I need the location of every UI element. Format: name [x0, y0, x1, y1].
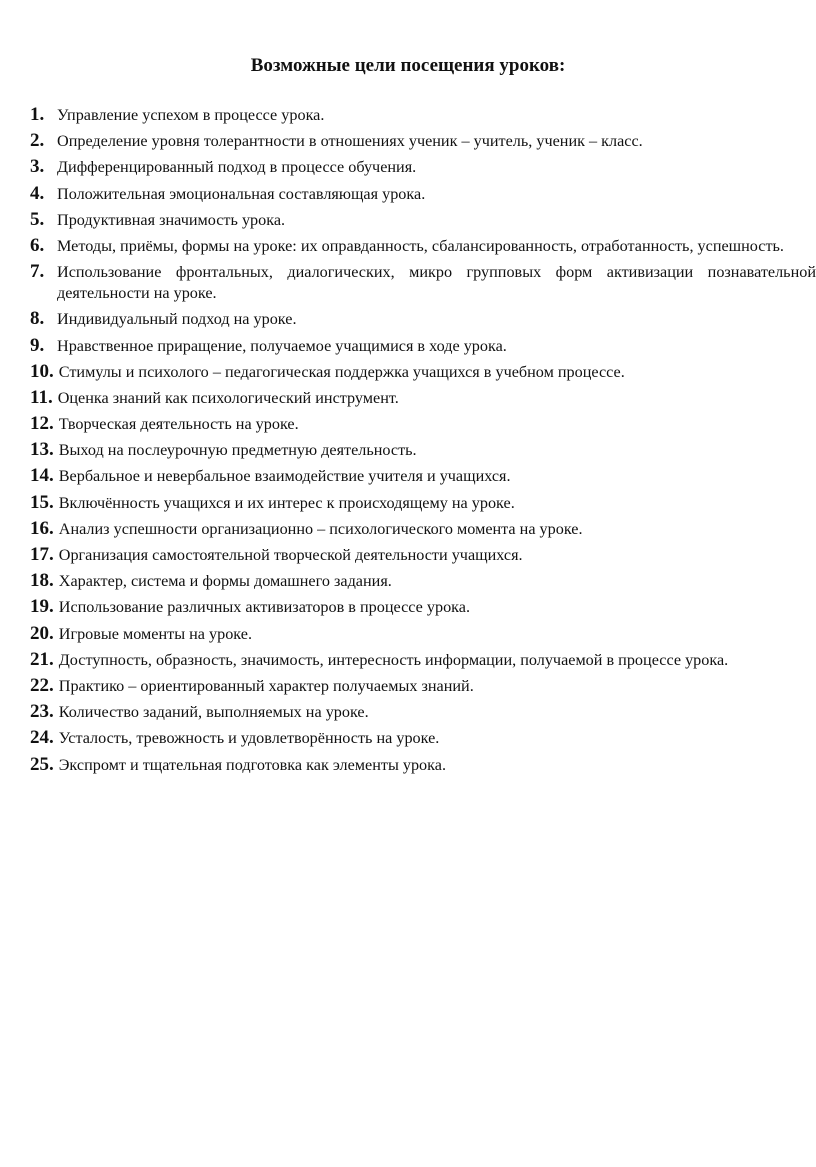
list-item: [30, 156, 816, 178]
item-text: Нравственное приращение, получаемое учащимися в ходе урока.: [57, 336, 507, 355]
list-item: [30, 727, 816, 749]
list-item: [30, 209, 816, 231]
item-text: Анализ успешности организационно – психологического момента на уроке.: [58, 519, 583, 538]
item-number: 16.: [30, 517, 54, 539]
item-text: Включённость учащихся и их интерес к происходящему на уроке.: [58, 493, 515, 512]
list-item: [30, 518, 816, 540]
item-text: Методы, приёмы, формы на уроке: их оправданность, сбалансированность, отработанность, успешность.: [57, 236, 784, 255]
item-number: 21.: [30, 648, 54, 670]
item-text: Усталость, тревожность и удовлетворённость на уроке.: [58, 729, 440, 748]
item-text: Дифференцированный подход в процессе обучения.: [57, 158, 417, 177]
item-number: 20.: [30, 622, 54, 644]
list-item: [30, 235, 816, 257]
item-number: 13.: [30, 439, 54, 461]
item-number: 10.: [30, 360, 54, 382]
item-number: 25.: [30, 753, 54, 775]
list-item: [30, 596, 816, 618]
item-text: Продуктивная значимость урока.: [57, 210, 286, 229]
item-text: Оценка знаний как психологический инструмент.: [57, 388, 399, 407]
item-text: Управление успехом в процессе урока.: [57, 106, 325, 124]
list-item: [30, 413, 816, 435]
list-item: [30, 261, 816, 304]
list-item: [30, 439, 816, 461]
item-number: 9.: [30, 334, 45, 356]
item-number: 14.: [30, 465, 54, 487]
item-text: Экспромт и тщательная подготовка как элементы урока.: [58, 755, 447, 774]
goal-list: [30, 104, 816, 780]
list-item: [30, 183, 816, 205]
list-item: [30, 492, 816, 514]
item-number: 6.: [30, 234, 45, 256]
item-number: 18.: [30, 570, 54, 592]
item-number: 7.: [30, 261, 45, 283]
item-text: Стимулы и психолого – педагогическая поддержка учащихся в учебном процессе.: [58, 362, 625, 381]
document-title: Возможные цели посещения уроков:: [250, 55, 566, 76]
list-item: [30, 104, 816, 126]
item-number: 1.: [30, 104, 45, 125]
item-text: Использование фронтальных, диалогических, микро групповых форм активизации познавательной деятельности на уроке.: [57, 263, 816, 303]
item-text: Творческая деятельность на уроке.: [58, 415, 299, 434]
item-number: 11.: [30, 386, 53, 408]
list-item: [30, 675, 816, 697]
list-item: [30, 387, 816, 409]
item-text: Индивидуальный подход на уроке.: [57, 310, 297, 329]
item-text: Организация самостоятельной творческой деятельности учащихся.: [58, 546, 523, 564]
list-item: [30, 623, 816, 645]
item-number: 12.: [30, 413, 54, 435]
list-item: [30, 335, 816, 357]
item-text: Практико – ориентированный характер получаемых знаний.: [58, 676, 474, 695]
list-item: [30, 701, 816, 723]
item-text: Вербальное и невербальное взаимодействие учителя и учащихся.: [58, 467, 511, 486]
item-number: 23.: [30, 701, 54, 723]
list-item: [30, 570, 816, 592]
list-item: [30, 465, 816, 487]
item-number: 8.: [30, 308, 45, 330]
item-number: 4.: [30, 182, 45, 204]
item-text: Выход на послеурочную предметную деятельность.: [58, 441, 417, 460]
item-number: 5.: [30, 208, 45, 230]
item-text: Характер, система и формы домашнего задания.: [58, 572, 392, 591]
list-item: [30, 130, 816, 152]
item-text: Доступность, образность, значимость, интересность информации, получаемой в процессе урока.: [58, 650, 729, 669]
item-number: 17.: [30, 544, 54, 565]
item-number: 3.: [30, 156, 45, 178]
list-item: [30, 308, 816, 330]
item-text: Количество заданий, выполняемых на уроке.: [58, 703, 369, 722]
item-text: Использование различных активизаторов в процессе урока.: [58, 598, 471, 617]
item-number: 2.: [30, 130, 45, 152]
item-number: 22.: [30, 674, 54, 696]
item-number: 19.: [30, 596, 54, 618]
item-text: Игровые моменты на уроке.: [58, 624, 253, 643]
list-item: [30, 649, 816, 671]
item-number: 24.: [30, 727, 54, 749]
list-item: [30, 754, 816, 776]
item-number: 15.: [30, 491, 54, 513]
item-text: Положительная эмоциональная составляющая урока.: [57, 184, 426, 203]
list-item: [30, 361, 816, 383]
item-text: Определение уровня толерантности в отношениях ученик – учитель, ученик – класс.: [57, 132, 643, 151]
list-item: [30, 544, 816, 566]
